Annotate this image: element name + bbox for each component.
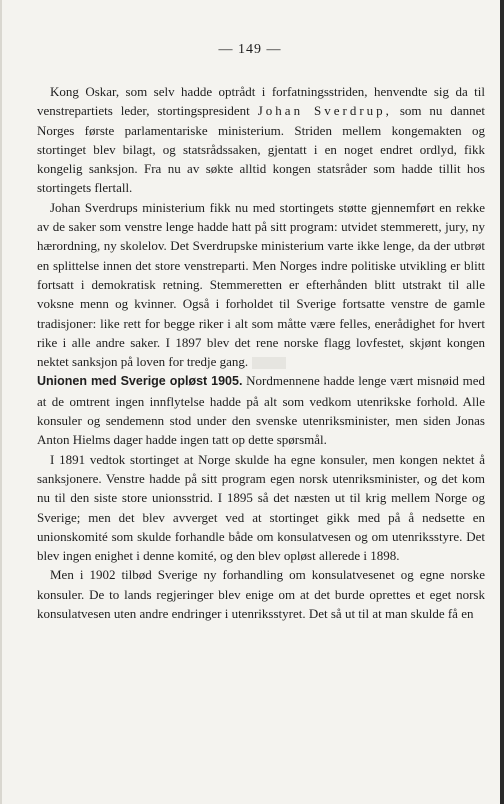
paragraph-2	[37, 198, 485, 372]
paragraph-3	[37, 371, 485, 449]
section-heading: Unionen med Sverige opløst 1905.	[37, 374, 243, 389]
body-text	[37, 82, 485, 623]
paragraph-1-end: som nu dannet Norges første parlamentariske ministerium. Striden mellem kongemakten og stortinget blev bilagt, og statsrådssaken, gjentatt i en noget endret ordlyd, fikk kongelig sanksjon. Fra nu av søkte alltid kongen statsråder som hadde tillit hos stortingets flertall.	[37, 103, 486, 196]
paragraph-1	[37, 82, 485, 198]
ink-blot	[252, 357, 286, 369]
paragraph-2-text: Johan Sverdrups ministerium fikk nu med stortingets støtte gjennemført en rekke av de saker som venstre lenge hadde hatt på sitt program: utvidet stemmerett, jury, ny hærordning, ny skolelov. Det Sverdrupske ministerium varte ikke lenge, da der utbrøt en splittelse innen det store venstreparti. Men Norges indre politiske utvikling er blitt fortsatt i demokratisk retning. Stemmeretten er efterhånden blitt utstrakt til alle voksne menn og kvinner. Også i forholdet til Sverige fortsatte venstre de gamle tradisjoner: like rett for begge riker i alt som måtte være felles, enerådighet for hvert rike i alle andre saker. I 1897 blev det rene norske flagg lovfestet, skjønt kongen nektet sanksjon på loven for tredje gang.	[37, 199, 485, 370]
paragraph-4: I 1891 vedtok stortinget at Norge skulde ha egne konsuler, men kongen nektet å sanksjonere. Venstre hadde på sitt program egen norsk utenriksminister, og det kom nu til den siste store unionsstrid. I 1895 så det næsten ut til krig mellem Norge og Sverige; men det blev avverget ved at stortinget gikk med på å nedsette en unionskomité som skulde forhandle både om konsulatvesen og om utenriksstyre. Det blev ingen enighet i denne komité, og den blev opløst allerede i 1898.	[37, 451, 485, 564]
person-name-spaced: Johan Sverdrup,	[257, 103, 392, 119]
page-number: — 149 —	[218, 42, 282, 57]
page-edge-right	[500, 0, 504, 804]
paragraph-3-text: Nordmennene hadde lenge vært misnøid med at de omtrent ingen innflytelse hadde på alt som vedkom utenrikske forhold. Alle konsuler og sendemenn stod under den svenske utenriksminister, men siden Jonas Anton Hielms dager hadde ingen tatt op dette spørsmål.	[37, 373, 485, 448]
paragraph-5: Men i 1902 tilbød Sverige ny forhandling om konsulatvesenet og egne norske konsuler. De to lands regjeringer blev enige om at det burde oprettes et eget norsk konsulatvesen uten andre endringer i utenriksstyret. Det så ut til at man skulde få en	[37, 567, 485, 622]
paragraph-1-start: Kong Oskar, som selv hadde optrådt i forfatningsstriden, henvendte sig da til venstrepartiets leder, stortingspresident	[37, 84, 485, 119]
page-edge-left	[0, 0, 2, 804]
